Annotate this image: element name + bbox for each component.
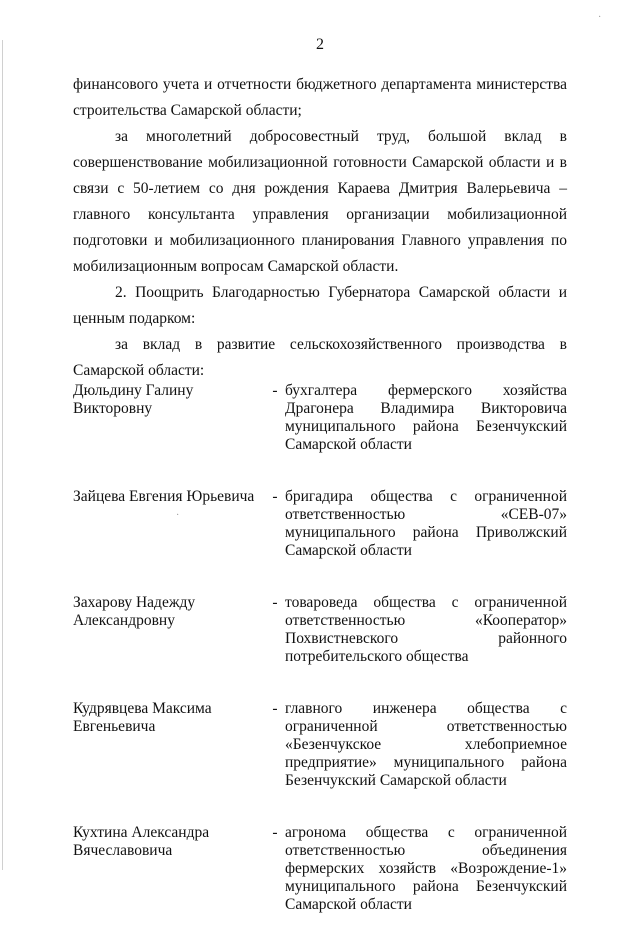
awardee-position: агронома общества с ограниченной ответственностью объединения фермерских хозяйств «Возрождение-1» муниципального района Безенчукский Самарской области bbox=[285, 824, 567, 913]
awardee-list bbox=[73, 382, 567, 948]
page-number: 2 bbox=[316, 36, 324, 53]
awardee-name: Захарову Надежду Александровну bbox=[73, 594, 196, 629]
awardee-name: Зайцева Евгения Юрьевича bbox=[73, 488, 255, 505]
awardee-position: товароведа общества с ограниченной ответственностью «Кооператор» Похвистневского районного потребительского общества bbox=[285, 594, 567, 665]
awardee-name: Кудрявцева Максима Евгеньевича bbox=[73, 700, 212, 735]
awardee-position: главного инженера общества с ограниченной ответственностью «Безенчукское хлебоприемное предприятие» муниципального района Безенчукский Самарской области bbox=[285, 700, 567, 789]
list-item bbox=[73, 382, 567, 454]
awardee-name: Дюльдину Галину Викторовну bbox=[73, 382, 194, 417]
dash-separator: - bbox=[272, 594, 278, 611]
dash-separator: - bbox=[272, 700, 278, 717]
dash-separator: - bbox=[272, 382, 278, 399]
awardee-position: бухгалтера фермерского хозяйства Драгонера Владимира Викторовича муниципального района Безенчукский Самарской области bbox=[285, 382, 567, 453]
awardee-position: бригадира общества с ограниченной ответственностью «СЕВ-07» муниципального района Приволжский Самарской области bbox=[285, 488, 567, 559]
scan-speck: · bbox=[176, 510, 180, 521]
paragraph-agriculture-reason: за вклад в развитие сельскохозяйственного производства в Самарской области: bbox=[73, 336, 567, 379]
scan-speck: · bbox=[598, 12, 602, 23]
paragraph-item-2: 2. Поощрить Благодарностью Губернатора Самарской области и ценным подарком: bbox=[73, 284, 567, 327]
list-item bbox=[73, 594, 567, 666]
awardee-name: Кухтина Александра Вячеславовича bbox=[73, 824, 210, 859]
body-text bbox=[73, 72, 567, 384]
paragraph-continuation: финансового учета и отчетности бюджетного департамента министерства строительства Самарской области; bbox=[73, 76, 567, 119]
list-item bbox=[73, 824, 567, 914]
dash-separator: - bbox=[272, 488, 278, 505]
scan-edge-line bbox=[2, 40, 3, 870]
paragraph-award-reason: за многолетний добросовестный труд, большой вклад в совершенствование мобилизационной готовности Самарской области и в связи с 50-летием со дня рождения Караева Дмитрия Валерьевича – главного консультанта управления организации мобилизационной подготовки и мобилизационного планирования Главного управления по мобилизационным вопросам Самарской области. bbox=[73, 128, 567, 275]
dash-separator: - bbox=[272, 824, 278, 841]
list-item bbox=[73, 488, 567, 560]
list-item bbox=[73, 700, 567, 790]
